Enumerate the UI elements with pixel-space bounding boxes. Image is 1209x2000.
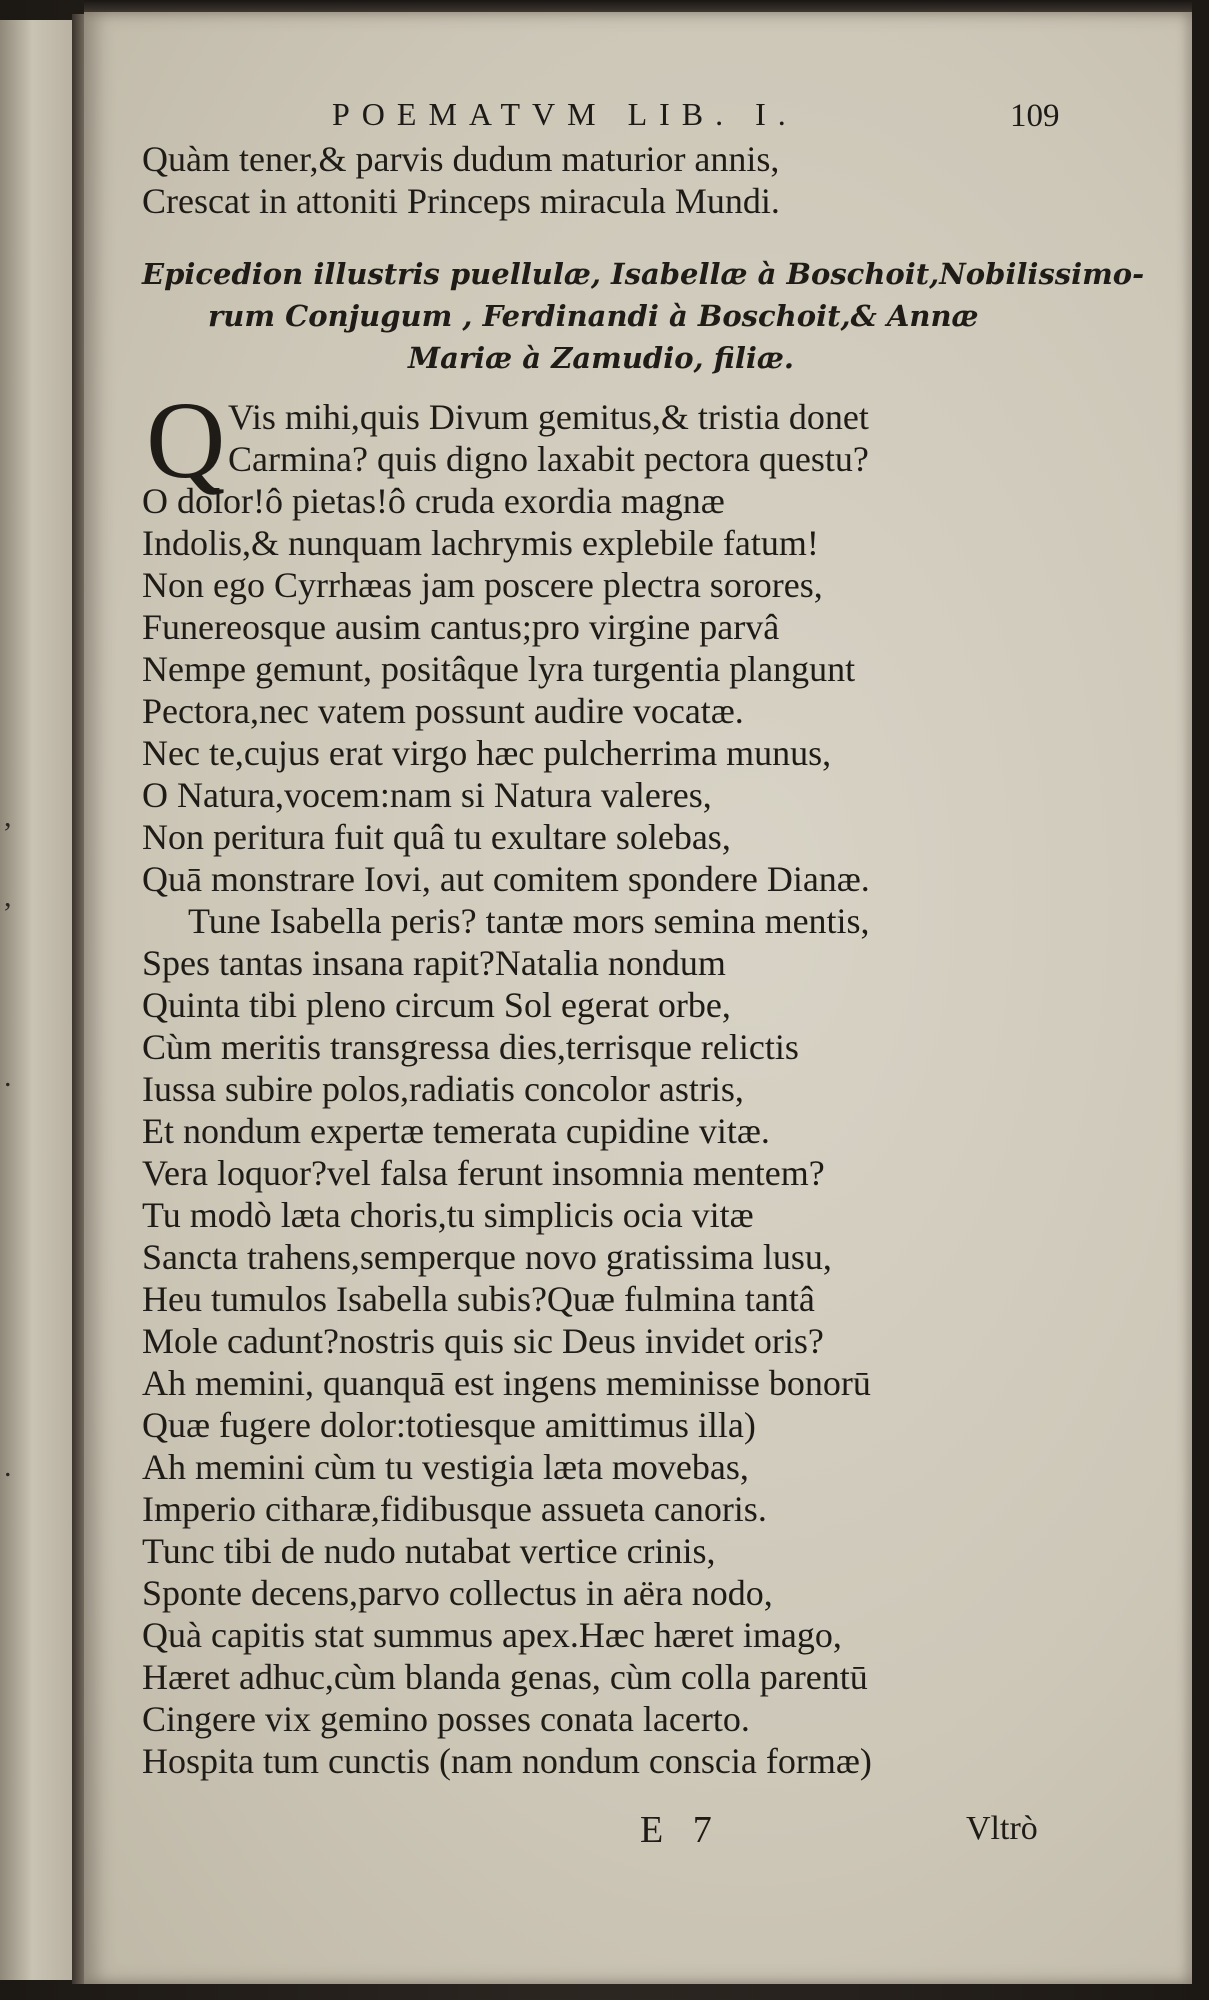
verse-line: Iussa subire polos,radiatis concolor astris, [142, 1069, 744, 1109]
verse-line: Funereosque ausim cantus;pro virgine parvâ [142, 607, 780, 647]
verse-line: Sponte decens,parvo collectus in aëra nodo, [142, 1573, 773, 1613]
catchword: Vltrò [966, 1810, 1038, 1847]
verse-line: Hæret adhuc,cùm blanda genas, cùm colla parentū [142, 1657, 868, 1697]
verse-line: Cingere vix gemino posses conata lacerto. [142, 1699, 750, 1739]
verse-line: Imperio citharæ,fidibusque assueta canoris. [142, 1489, 767, 1529]
verse-line: Mole cadunt?nostris quis sic Deus invidet oris? [142, 1321, 824, 1361]
verse-line: Vera loquor?vel falsa ferunt insomnia mentem? [142, 1153, 825, 1193]
verse-line: Quàm tener,& parvis dudum maturior annis, [142, 139, 780, 179]
heading-line: Epicedion illustris puellulæ, Isabellæ à Boschoit,Nobilissimo- [142, 257, 1145, 291]
verse-line: Et nondum expertæ temerata cupidine vitæ. [142, 1111, 770, 1151]
margin-mark: . [4, 1450, 12, 1483]
verse-line: Cùm meritis transgressa dies,terrisque relictis [142, 1027, 799, 1067]
verse-line: Sancta trahens,semperque novo gratissima lusu, [142, 1237, 832, 1277]
verse-line: Quinta tibi pleno circum Sol egerat orbe, [142, 985, 731, 1025]
drop-capital: Q [146, 379, 226, 501]
verse-line: O Natura,vocem:nam si Natura valeres, [142, 775, 712, 815]
heading-line: Mariæ à Zamudio, filiæ. [408, 341, 794, 375]
verse-line: O dolor!ô pietas!ô cruda exordia magnæ [142, 481, 725, 521]
heading-line: rum Conjugum , Ferdinandi à Boschoit,& Annæ [208, 299, 979, 333]
margin-mark: , [4, 800, 12, 833]
margin-mark: , [4, 880, 12, 913]
page-number: 109 [1010, 98, 1060, 134]
verse-line: Tunc tibi de nudo nutabat vertice crinis, [142, 1531, 716, 1571]
verse-line: Crescat in attoniti Princeps miracula Mundi. [142, 181, 780, 221]
verse-line: Vis mihi,quis Divum gemitus,& tristia donet [228, 397, 869, 437]
verse-line: Ah memini, quanquā est ingens meminisse bonorū [142, 1363, 871, 1403]
verse-line: Quà capitis stat summus apex.Hæc hæret imago, [142, 1615, 842, 1655]
verse-line: Spes tantas insana rapit?Natalia nondum [142, 943, 726, 983]
margin-mark: . [4, 1060, 12, 1093]
verse-line: Heu tumulos Isabella subis?Quæ fulmina tantâ [142, 1279, 815, 1319]
verse-line: Pectora,nec vatem possunt audire vocatæ. [142, 691, 744, 731]
verse-line: Non peritura fuit quâ tu exultare solebas, [142, 817, 731, 857]
verse-line: Non ego Cyrrhæas jam poscere plectra sorores, [142, 565, 823, 605]
verse-line: Tune Isabella peris? tantæ mors semina mentis, [188, 901, 870, 941]
verse-line: Hospita tum cunctis (nam nondum conscia formæ) [142, 1741, 872, 1781]
verse-line: Quā monstrare Iovi, aut comitem spondere Dianæ. [142, 859, 870, 899]
verse-line: Nempe gemunt, positâque lyra turgentia plangunt [142, 649, 856, 689]
verse-line: Ah memini cùm tu vestigia læta movebas, [142, 1447, 749, 1487]
verse-line: Tu modò læta choris,tu simplicis ocia vitæ [142, 1195, 754, 1235]
signature-mark: E 7 [640, 1809, 722, 1851]
verse-line: Indolis,& nunquam lachrymis explebile fatum! [142, 523, 819, 563]
verse-line: Quæ fugere dolor:totiesque amittimus illa) [142, 1405, 756, 1445]
verse-line: Carmina? quis digno laxabit pectora questu? [228, 439, 869, 479]
previous-page-edge [0, 20, 74, 1980]
verse-line: Nec te,cujus erat virgo hæc pulcherrima munus, [142, 733, 832, 773]
running-head: POEMATVM LIB. I. [332, 96, 798, 132]
